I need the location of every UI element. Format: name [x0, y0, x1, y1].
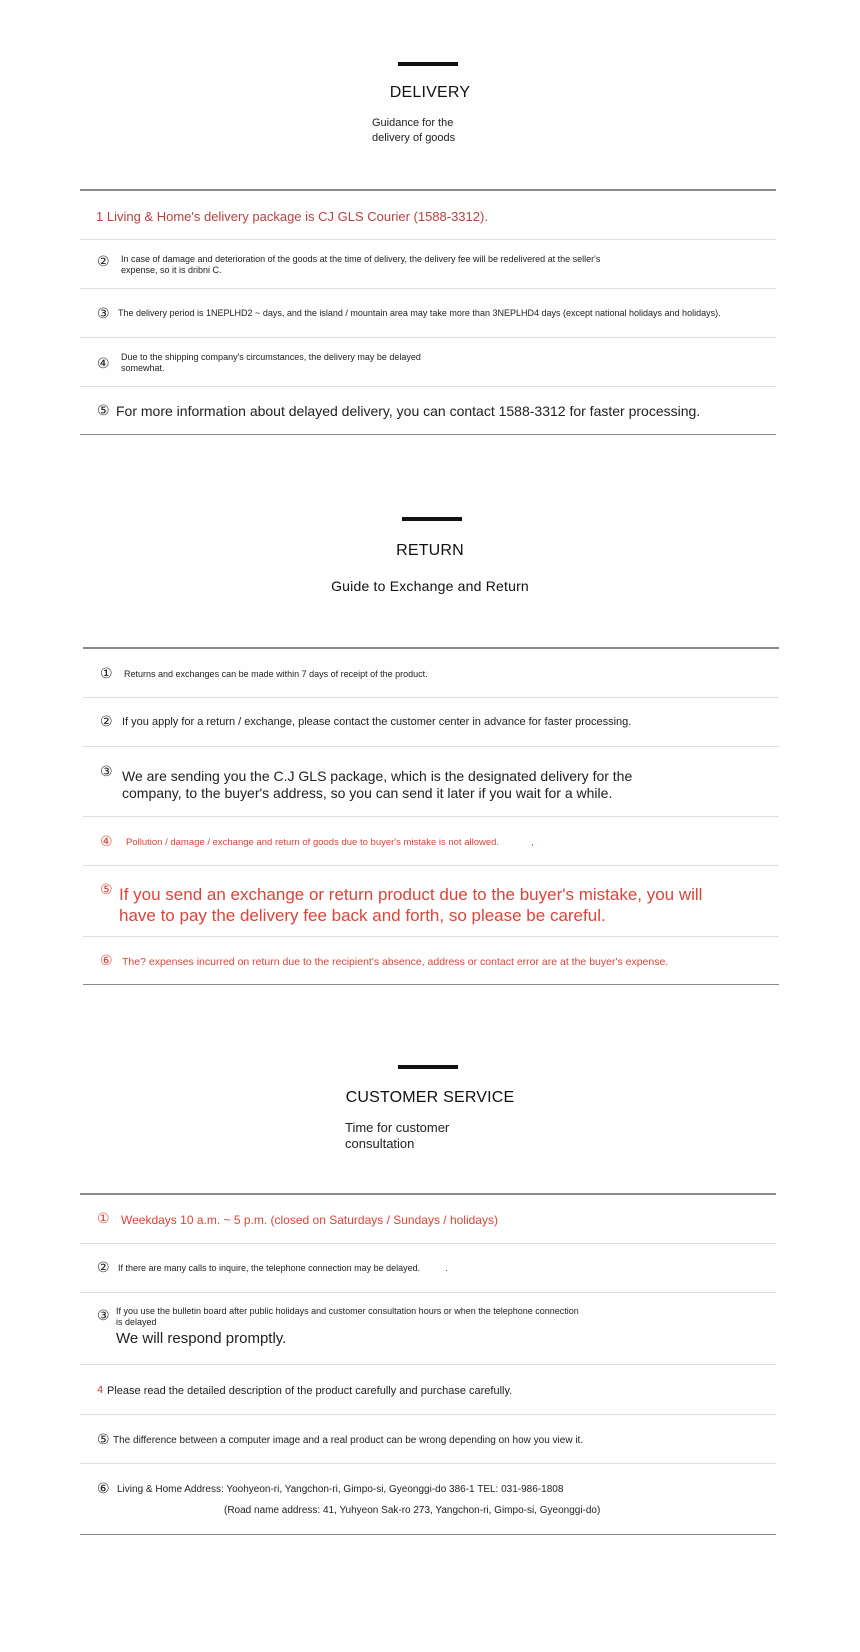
- return-item-5: ⑤ If you send an exchange or return product due to the buyer's mistake, you will have to pay the delivery fee back and forth, so please be careful.: [100, 882, 703, 925]
- customer-service-item-1: ① Weekdays 10 a.m. ~ 5 p.m. (closed on Saturdays / Sundays / holidays): [97, 1211, 498, 1227]
- customer-service-item-3: ③ If you use the bulletin board after public holidays and customer consultation hours or when the telephone connection is delayed We will respond promptly.: [97, 1306, 579, 1347]
- delivery-item-3: ③ The delivery period is 1NEPLHD2 ~ days, and the island / mountain area may take more than 3NEPLHD4 days (except national holidays and holidays).: [97, 306, 721, 322]
- row-divider: [80, 1463, 776, 1464]
- customer-service-top-rule: [80, 1193, 776, 1195]
- row-divider: [83, 936, 779, 937]
- return-bottom-rule: [83, 984, 779, 985]
- delivery-bottom-rule: [80, 434, 776, 435]
- row-divider: [80, 1243, 776, 1244]
- row-divider: [83, 697, 779, 698]
- return-item-6: ⑥ The? expenses incurred on return due to the recipient's absence, address or contact error are at the buyer's expense.: [100, 953, 669, 969]
- return-title-bar: [402, 517, 462, 521]
- row-divider: [80, 288, 776, 289]
- customer-service-road-address: (Road name address: 41, Yuhyeon Sak-ro 273, Yangchon-ri, Gimpo-si, Gyeonggi-do): [224, 1505, 601, 1516]
- customer-service-item-2: ② If there are many calls to inquire, the telephone connection may be delayed. .: [97, 1260, 448, 1276]
- row-divider: [83, 816, 779, 817]
- delivery-item-1: 1 Living & Home's delivery package is CJ GLS Courier (1588-3312).: [96, 209, 488, 224]
- delivery-item-5: ⑤ For more information about delayed delivery, you can contact 1588-3312 for faster processing.: [97, 403, 701, 419]
- row-divider: [83, 865, 779, 866]
- delivery-title-bar: [398, 62, 458, 66]
- row-divider: [80, 239, 776, 240]
- return-item-2: ② If you apply for a return / exchange, please contact the customer center in advance for faster processing.: [100, 714, 632, 730]
- customer-service-item-4: 4 Please read the detailed description of the product carefully and purchase carefully.: [97, 1385, 513, 1397]
- return-title: RETURN: [396, 542, 464, 559]
- return-top-rule: [83, 647, 779, 649]
- return-item-3: ③ We are sending you the C.J GLS package, which is the designated delivery for the company, to the buyer's address, so you can send it later if you wait for a while.: [100, 764, 633, 802]
- customer-service-item-5: ⑤ The difference between a computer image and a real product can be wrong depending on how you view it.: [97, 1432, 584, 1448]
- customer-service-subtitle: Time for customer consultation: [345, 1120, 450, 1151]
- customer-service-bottom-rule: [80, 1534, 776, 1535]
- return-item-1: ① Returns and exchanges can be made within 7 days of receipt of the product.: [100, 666, 428, 682]
- row-divider: [80, 1364, 776, 1365]
- delivery-title: DELIVERY: [389, 84, 471, 101]
- row-divider: [83, 746, 779, 747]
- customer-service-item-6: ⑥ Living & Home Address: Yoohyeon-ri, Yangchon-ri, Gimpo-si, Gyeonggi-do 386-1 TEL: 031-986-1808: [97, 1481, 564, 1497]
- row-divider: [80, 337, 776, 338]
- customer-service-title-bar: [398, 1065, 458, 1069]
- return-item-4: ④ Pollution / damage / exchange and return of goods due to buyer's mistake is not allowed. ,: [100, 834, 534, 850]
- row-divider: [80, 1414, 776, 1415]
- row-divider: [80, 386, 776, 387]
- return-subtitle: Guide to Exchange and Return: [331, 578, 529, 594]
- customer-service-title: CUSTOMER SERVICE: [345, 1089, 515, 1106]
- delivery-item-4: ④ Due to the shipping company's circumstances, the delivery may be delayed somewhat.: [97, 352, 421, 373]
- row-divider: [80, 1292, 776, 1293]
- delivery-item-2: ② In case of damage and deterioration of the goods at the time of delivery, the delivery fee will be redelivered at the seller's expense, so it is dribni C.: [97, 254, 601, 275]
- delivery-subtitle: Guidance for the delivery of goods: [372, 117, 456, 144]
- delivery-top-rule: [80, 189, 776, 191]
